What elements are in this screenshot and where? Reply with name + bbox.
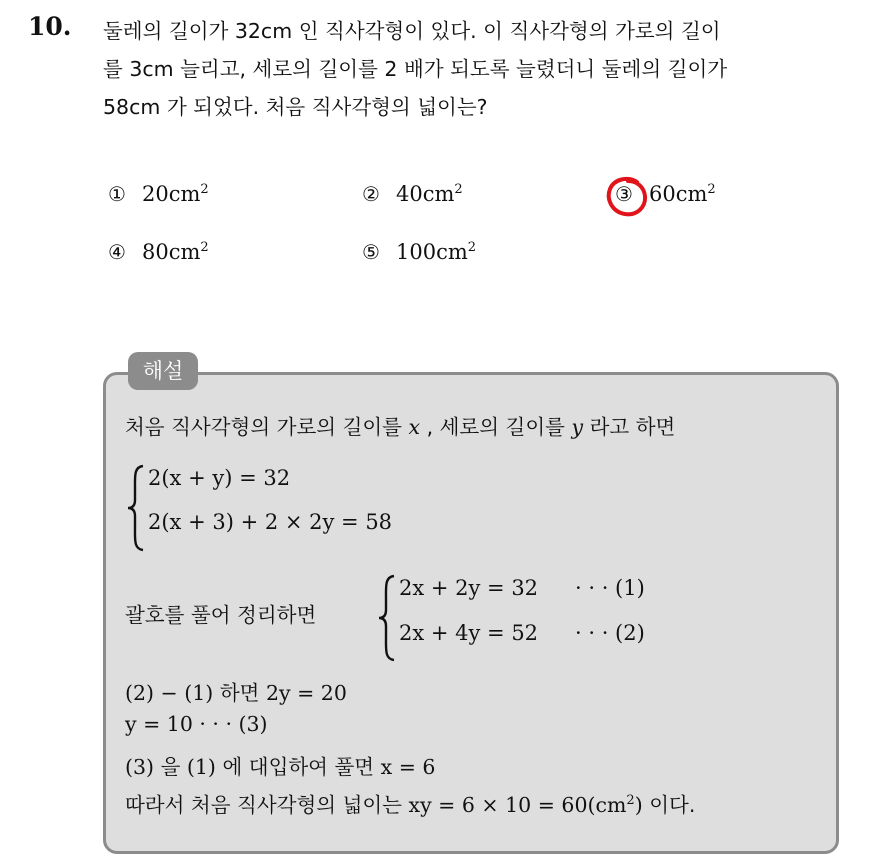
text: 을 [154,755,187,779]
text: 라고 하면 [583,415,676,439]
choice-number: ③ [615,182,633,206]
choice-value: 80cm [142,240,201,264]
text: 이다. [642,793,696,817]
solution-line-expand: 괄호를 풀어 정리하면 [125,603,317,627]
math: x = 6 [380,755,436,779]
question-line: 를 3cm 늘리고, 세로의 길이를 2 배가 되도록 늘렸더니 둘레의 길이가 [103,57,728,81]
choice-number: ⑤ [362,240,380,264]
text: , 세로의 길이를 [420,415,572,439]
math: ) [634,793,643,817]
text: 처음 직사각형의 가로의 길이를 [125,415,409,439]
answer-circle-mark [604,174,650,220]
choice-exponent: 2 [200,182,209,197]
question-number: 10. [28,12,72,41]
choice-value: 60cm [649,182,708,206]
choice-1[interactable] [108,182,209,206]
text: 따라서 처음 직사각형의 넓이는 [125,793,409,817]
choice-exponent: 2 [467,240,477,255]
solution-line-y: y = 10 · · · (3) [125,712,268,736]
equation-tag-1: · · · (1) [575,576,645,600]
math: (1) [186,755,216,779]
choice-exponent: 2 [454,182,463,197]
solution-tag: 해설 [128,352,198,390]
solution-line-conclusion [125,788,695,818]
question-text [103,12,873,126]
system1-equation-2: 2(x + 3) + 2 × 2y = 58 [148,510,393,534]
text: 에 대입하여 풀면 [215,755,381,779]
exponent: 2 [626,793,635,809]
question-line: 둘레의 길이가 32cm 인 직사각형이 있다. 이 직사각형의 가로의 길이 [103,19,721,43]
math: xy = 6 × 10 = 60(cm [408,793,627,817]
choice-exponent: 2 [200,240,209,255]
equation-tag-2: · · · (2) [575,621,645,645]
question-line: 58cm 가 되었다. 처음 직사각형의 넓이는? [103,95,488,119]
variable-x: x [408,415,421,439]
choice-number: ② [362,182,380,206]
text: 하면 [213,681,266,705]
choice-5[interactable] [362,240,476,264]
choice-2[interactable] [362,182,463,206]
choice-value: 40cm [396,182,455,206]
choice-exponent: 2 [707,182,716,197]
choice-4[interactable] [108,240,209,264]
solution-line-substitute [125,750,435,780]
system2-equation-1: 2x + 2y = 32 [399,576,539,600]
choice-value: 100cm [396,240,468,264]
left-brace-icon [377,574,397,662]
math: (3) [125,755,155,779]
choice-value: 20cm [142,182,201,206]
solution-line-subtract [125,676,347,706]
solution-line-intro [125,410,675,440]
choice-number: ④ [108,240,126,264]
left-brace-icon [126,464,146,552]
math: (2) − (1) [125,681,214,705]
math: 2y = 20 [265,681,347,705]
system1-equation-1: 2(x + y) = 32 [148,466,291,490]
variable-y: y [571,415,584,439]
choice-number: ① [108,182,126,206]
system2-equation-2: 2x + 4y = 52 [399,621,539,645]
